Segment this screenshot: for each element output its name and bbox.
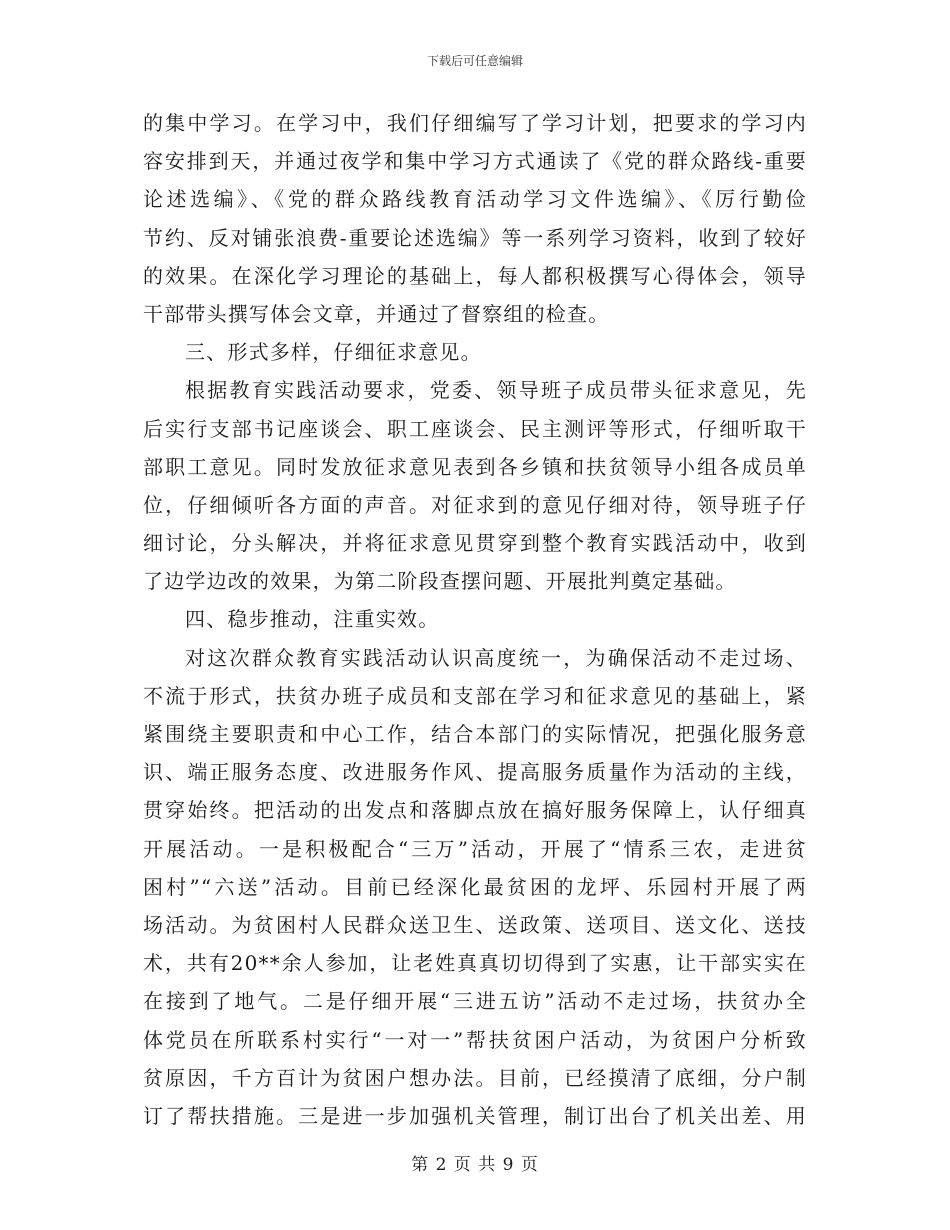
text-line: 场活动。为贫困村人民群众送卫生、送政策、送项目、送文化、送技	[143, 912, 807, 937]
text-line: 部职工意见。同时发放征求意见表到各乡镇和扶贫领导小组各成员单	[143, 454, 807, 479]
text-line: 干部带头撰写体会文章，并通过了督察组的检查。	[143, 301, 610, 326]
page-header-note: 下载后可任意编辑	[426, 54, 523, 68]
text-line: 根据教育实践活动要求，党委、领导班子成员带头征求意见，先	[185, 378, 807, 403]
text-line: 订了帮扶措施。三是进一步加强机关管理，制订出台了机关出差、用	[143, 1103, 807, 1128]
text-line: 后实行支部书记座谈会、职工座谈会、民主测评等形式，仔细听取干	[143, 416, 807, 441]
text-line: 在接到了地气。二是仔细开展“三进五访”活动不走过场，扶贫办全	[143, 989, 807, 1014]
section-heading: 四、稳步推动，注重实效。	[185, 607, 440, 632]
text-line: 的效果。在深化学习理论的基础上，每人都积极撰写心得体会，领导	[143, 263, 807, 288]
text-line: 术，共有20**余人参加，让老姓真真切切得到了实惠，让干部实实在	[143, 951, 807, 976]
document-body	[143, 104, 807, 1135]
text-line: 贫原因，千方百计为贫困户想办法。目前，已经摸清了底细，分户制	[143, 1065, 807, 1090]
text-line: 了边学边改的效果，为第二阶段查摆问题、开展批判奠定基础。	[143, 569, 737, 594]
text-line: 论述选编》、《党的群众路线教育活动学习文件选编》、《厉行勤俭	[143, 187, 807, 212]
text-line: 对这次群众教育实践活动认识高度统一，为确保活动不走过场、	[185, 645, 807, 670]
text-line: 位，仔细倾听各方面的声音。对征求到的意见仔细对待，领导班子仔	[143, 492, 807, 517]
text-line: 容安排到天，并通过夜学和集中学习方式通读了《党的群众路线-重要	[143, 149, 807, 174]
text-line: 识、端正服务态度、改进服务作风、提高服务质量作为活动的主线，	[143, 760, 807, 785]
text-line: 开展活动。一是积极配合“三万”活动，开展了“情系三农，走进贫	[143, 836, 807, 861]
text-line: 不流于形式，扶贫办班子成员和支部在学习和征求意见的基础上，紧	[143, 683, 807, 708]
text-line: 节约、反对铺张浪费-重要论述选编》等一系列学习资料，收到了较好	[143, 225, 807, 250]
text-line: 的集中学习。在学习中，我们仔细编写了学习计划，把要求的学习内	[143, 111, 807, 135]
text-line: 困村”“六送”活动。目前已经深化最贫困的龙坪、乐园村开展了两	[143, 874, 807, 899]
text-line: 体党员在所联系村实行“一对一”帮扶贫困户活动，为贫困户分析致	[143, 1027, 807, 1052]
text-line: 贯穿始终。把活动的出发点和落脚点放在搞好服务保障上，认仔细真	[143, 798, 807, 823]
text-line: 紧围绕主要职责和中心工作，结合本部门的实际情况，把强化服务意	[143, 722, 807, 746]
section-heading: 三、形式多样，仔细征求意见。	[185, 340, 482, 365]
page-number: 第 2 页 共 9 页	[411, 1155, 539, 1175]
text-line: 细讨论，分头解决，并将征求意见贯穿到整个教育实践活动中，收到	[143, 531, 807, 556]
